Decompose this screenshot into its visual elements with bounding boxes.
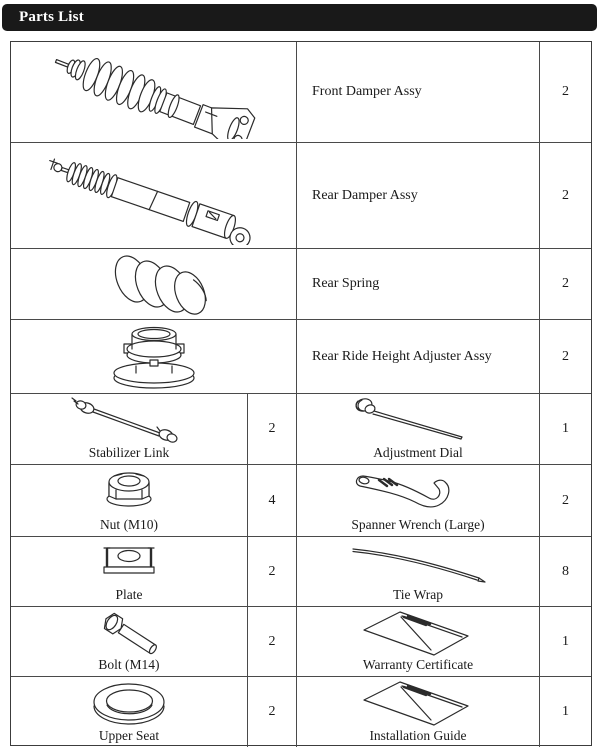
part-qty: 2 <box>248 677 297 747</box>
page-title: Parts List <box>19 9 84 25</box>
part-qty: 2 <box>248 607 297 676</box>
part-qty: 8 <box>562 563 569 579</box>
table-row <box>11 677 591 747</box>
part-qty: 2 <box>562 187 569 203</box>
rear-spring-icon <box>26 251 282 317</box>
rear-damper-assy-icon <box>26 147 282 245</box>
tie-wrap-cell <box>297 537 540 606</box>
plate-icon <box>11 537 247 588</box>
nut-m10-cell <box>11 465 248 536</box>
part-name: Spanner Wrench (Large) <box>351 517 485 533</box>
part-qty: 4 <box>248 465 297 536</box>
front-damper-assy-icon <box>26 45 282 139</box>
part-name: Bolt (M14) <box>98 657 160 673</box>
part-qty: 2 <box>562 84 569 99</box>
part-name: Nut (M10) <box>99 517 159 533</box>
rear-spring-image-cell <box>11 249 297 319</box>
bolt-m14-icon <box>11 607 247 658</box>
table-row <box>11 537 591 607</box>
part-name: Plate <box>115 587 143 603</box>
part-name: Tie Wrap <box>392 587 444 603</box>
part-qty: 2 <box>248 394 297 464</box>
table-row <box>11 320 591 394</box>
spanner-wrench-cell <box>297 465 540 536</box>
part-qty: 1 <box>562 633 569 649</box>
part-name: Front Damper Assy <box>297 42 540 142</box>
upper-seat-cell <box>11 677 248 747</box>
stabilizer-link-cell <box>11 394 248 464</box>
tie-wrap-icon <box>297 537 539 588</box>
part-name: Installation Guide <box>369 728 467 744</box>
table-row <box>11 607 591 677</box>
table-row <box>11 394 591 465</box>
rear-ride-height-adjuster-icon <box>26 322 282 392</box>
part-qty: 2 <box>562 492 569 508</box>
nut-m10-icon <box>11 465 247 518</box>
adjustment-dial-cell <box>297 394 540 464</box>
part-qty: 2 <box>248 537 297 606</box>
part-name: Rear Damper Assy <box>297 143 540 248</box>
table-row <box>11 143 591 249</box>
installation-guide-cell <box>297 677 540 747</box>
part-name: Upper Seat <box>98 728 160 744</box>
part-name: Rear Spring <box>297 249 540 319</box>
part-name: Adjustment Dial <box>373 445 463 461</box>
bolt-m14-cell <box>11 607 248 676</box>
warranty-certificate-cell <box>297 607 540 676</box>
upper-seat-icon <box>11 677 247 729</box>
ride-height-adjuster-image-cell <box>11 320 297 393</box>
table-row <box>11 465 591 537</box>
part-name: Warranty Certificate <box>362 657 474 673</box>
spanner-wrench-icon <box>297 465 539 518</box>
parts-list-header <box>2 4 597 31</box>
table-row <box>11 42 591 143</box>
warranty-certificate-icon <box>297 607 539 658</box>
table-row <box>11 249 591 320</box>
part-name: Rear Ride Height Adjuster Assy <box>297 320 540 393</box>
part-qty: 1 <box>562 421 569 436</box>
part-name: Stabilizer Link <box>88 445 170 461</box>
part-qty: 2 <box>562 276 569 291</box>
front-damper-image-cell <box>11 42 297 142</box>
installation-guide-icon <box>297 677 539 729</box>
part-qty: 1 <box>562 704 569 719</box>
rear-damper-image-cell <box>11 143 297 248</box>
part-qty: 2 <box>562 348 569 364</box>
stabilizer-link-icon <box>11 394 247 446</box>
adjustment-dial-icon <box>297 394 539 446</box>
parts-table <box>10 41 592 746</box>
plate-cell <box>11 537 248 606</box>
